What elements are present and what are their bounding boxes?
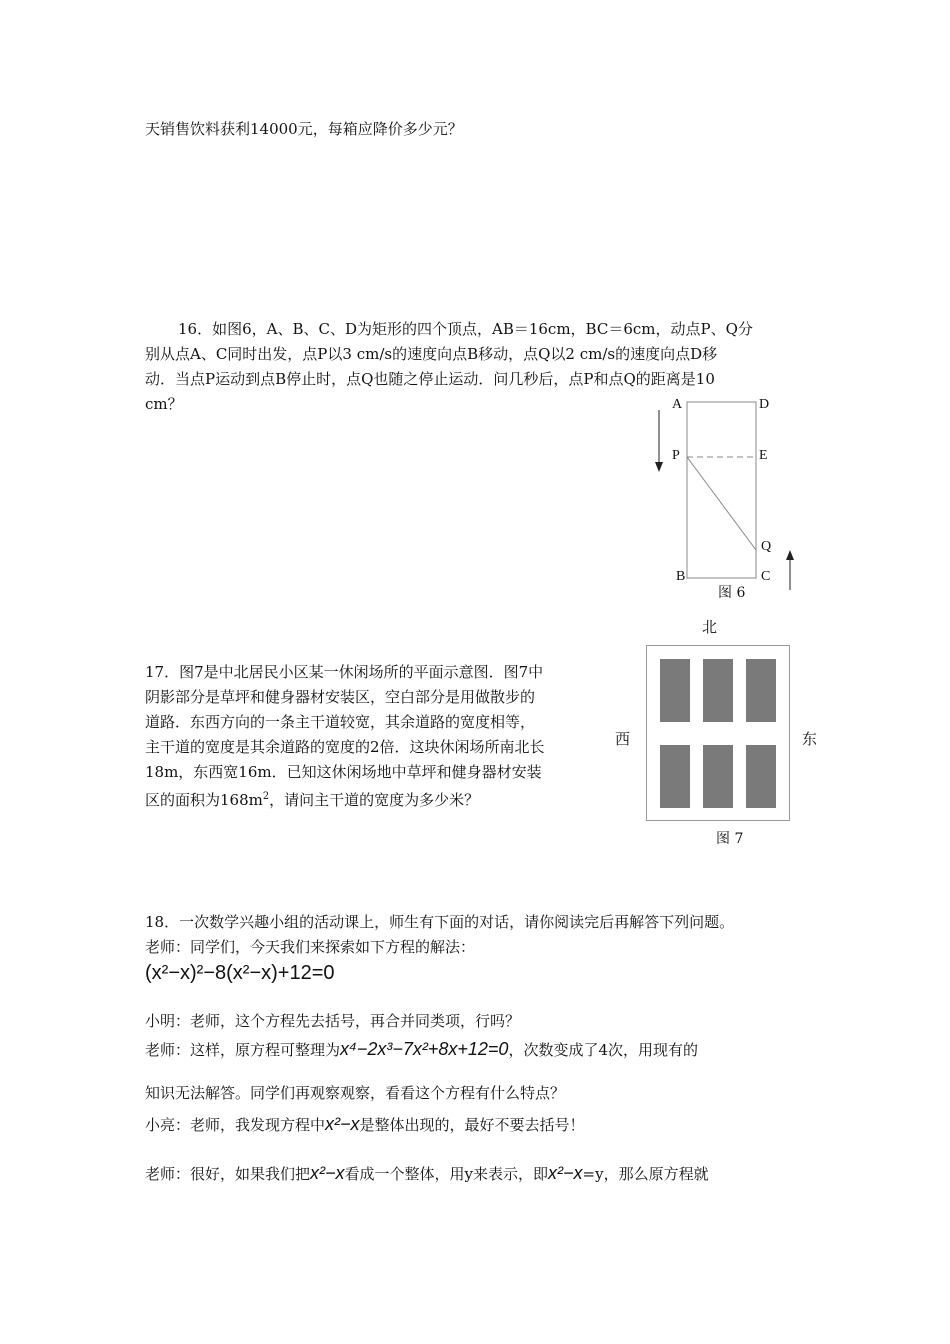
problem-17-line-5: 18m，东西宽16m．已知这休闲场地中草坪和健身器材安装 — [145, 763, 542, 781]
problem-16-line-3: 动．当点P运动到点B停止时，点Q也随之停止运动．问几秒后，点P和点Q的距离是10 — [145, 370, 715, 388]
label-d: D — [759, 397, 770, 412]
arrow-down-head — [655, 462, 663, 472]
problem-17-line-3: 道路．东西方向的一条主干道较宽，其余道路的宽度相等， — [145, 713, 536, 731]
area-exponent: 2 — [262, 791, 270, 802]
label-west: 西 — [615, 730, 631, 748]
label-a: A — [672, 397, 683, 412]
figure-7-caption: 图 7 — [716, 831, 744, 847]
teacher-text-5: =y，那么原方程就 — [582, 1165, 709, 1183]
lawn-area-4 — [660, 745, 690, 808]
teacher-text-1: 老师：这样，原方程可整理为 — [145, 1041, 341, 1059]
problem-18-line-5: 知识无法解答。同学们再观察观察，看看这个方程有什么特点？ — [145, 1084, 566, 1102]
expression-x2-minus-x-1: x²−x — [325, 1114, 360, 1134]
problem-18-line-3: 小明：老师，这个方程先去括号，再合并同类项，行吗？ — [145, 1012, 521, 1030]
problem-16-line-2: 别从点A、C同时出发，点P以3 cm/s的速度向点B移动，点Q以2 cm/s的速度向点D移 — [145, 345, 718, 363]
problem-18-line-4 — [145, 1038, 698, 1061]
segment-pq — [687, 457, 756, 550]
label-north: 北 — [702, 618, 718, 636]
teacher-text-4: 看成一个整体，用y来表示，即 — [344, 1165, 549, 1183]
xiaoliang-text-1: 小亮：老师，我发现方程中 — [145, 1116, 326, 1134]
area-text: 区的面积为168m — [145, 791, 263, 809]
lawn-area-2 — [703, 659, 733, 722]
rectangle-abcd — [687, 402, 756, 578]
problem-17-line-1: 17．图7是中北居民小区某一休闲场所的平面示意图．图7中 — [145, 663, 544, 681]
problem-18-line-6 — [145, 1113, 585, 1136]
lawn-area-3 — [746, 659, 776, 722]
equation-expanded: x⁴−2x³−7x²+8x+12=0 — [340, 1039, 509, 1059]
figure-7-diagram — [646, 645, 791, 822]
label-e: E — [759, 448, 768, 463]
problem-17-line-6 — [145, 786, 479, 811]
xiaoliang-text-2: 是整体出现的，最好不要去括号！ — [359, 1116, 585, 1134]
arrow-up-head — [786, 550, 794, 560]
problem-18-line-7 — [145, 1162, 709, 1185]
figure-6-caption: 图 6 — [718, 585, 746, 601]
problem-16-line-1: 16．如图6，A、B、C、D为矩形的四个顶点，AB＝16cm，BC＝6cm，动点P、Q分 — [178, 320, 753, 338]
problem-17-line-2: 阴影部分是草坪和健身器材安装区，空白部分是用做散步的 — [145, 688, 536, 706]
label-p: P — [672, 448, 680, 463]
expression-x2-minus-x-3: x²−x — [548, 1163, 583, 1183]
question-text: ，请问主干道的宽度为多少米？ — [269, 791, 480, 809]
label-east: 东 — [802, 730, 818, 748]
lawn-area-5 — [703, 745, 733, 808]
expression-x2-minus-x-2: x²−x — [310, 1163, 345, 1183]
teacher-text-2: ，次数变成了4次，用现有的 — [508, 1041, 698, 1059]
problem-18-line-2: 老师：同学们，今天我们来探索如下方程的解法： — [145, 938, 476, 956]
label-b: B — [676, 569, 686, 584]
teacher-text-3: 老师：很好，如果我们把 — [145, 1165, 311, 1183]
label-c: C — [761, 569, 771, 584]
lawn-area-1 — [660, 659, 690, 722]
figure-6-diagram — [640, 390, 810, 605]
problem-15-tail: 天销售饮料获利14000元，每箱应降价多少元？ — [145, 120, 463, 138]
problem-17-line-4: 主干道的宽度是其余道路的宽度的2倍．这块休闲场所南北长 — [145, 738, 545, 756]
equation-main: (x²−x)²−8(x²−x)+12=0 — [145, 962, 335, 984]
label-q: Q — [761, 539, 772, 554]
lawn-area-6 — [746, 745, 776, 808]
problem-16-line-4: cm？ — [145, 395, 183, 413]
problem-18-line-1: 18．一次数学兴趣小组的活动课上，师生有下面的对话，请你阅读完后再解答下列问题。 — [145, 913, 735, 931]
